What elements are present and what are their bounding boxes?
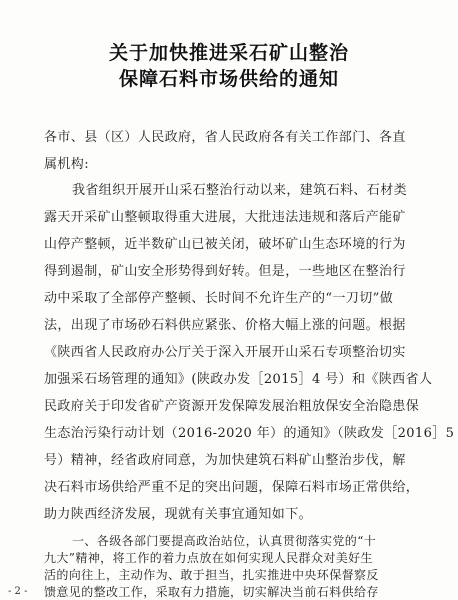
- body-line-2: 露天开采矿山整顿取得重大进展，大批违法违规和落后产能矿: [44, 210, 406, 225]
- body-line-1: 我省组织开展开山采石整治行动以来，建筑石料、石材类: [72, 183, 408, 198]
- body-line-7: 《陕西省人民政府办公厅关于深入开展开山采石专项整治切实: [44, 345, 406, 360]
- body-line-8: 加强采石场管理的通知》(陕政办发［2015］4 号）和《陕西省人: [44, 372, 433, 387]
- body-line-11: 号）精神，经省政府同意，为加快建筑石料矿山整治步伐，解: [44, 453, 406, 468]
- body-line-14: 一、各级各部门要提高政治站位，认真贯彻落实党的“十: [72, 534, 377, 548]
- body-line-13: 助力陕西经济发展，现就有关事宜通知如下。: [44, 507, 313, 522]
- body-line-5: 动中采取了全部停产整顿、长时间不允许生产的“一刀切”做: [44, 291, 394, 306]
- body-line-3: 山停产整顿，近半数矿山已被关闭，破坏矿山生态环境的行为: [44, 237, 406, 252]
- document-title-line-1: 关于加快推进采石矿山整治: [108, 42, 349, 64]
- body-line-9: 民政府关于印发省矿产资源开发保障发展治粗放保安全治隐患保: [44, 399, 420, 414]
- addressee-line-1: 各市、县（区）人民政府，省人民政府各有关工作部门、各直: [44, 130, 406, 145]
- body-line-15: 九大”精神，将工作的着力点放在如何实现人民群众对美好生: [44, 551, 373, 565]
- body-line-16: 活的向往上，主动作为、敢于担当，扎实推进中央环保督察反: [44, 568, 379, 582]
- body-line-6: 法，出现了市场砂石料供应紧张、价格大幅上涨的问题。根据: [44, 318, 406, 333]
- body-line-4: 得到遏制，矿山安全形势得到好转。但是，一些地区在整治行: [44, 264, 406, 279]
- addressee-line-2: 属机构:: [44, 157, 89, 172]
- document-title-line-2: 保障石料市场供给的通知: [118, 68, 339, 90]
- body-line-17: 馈意见的整改工作，采取有力措施，切实解决当前石料供给存: [44, 585, 379, 599]
- page-number: - 2 -: [8, 586, 28, 597]
- body-line-12: 决石料市场供给严重不足的突出问题，保障石料市场正常供给，: [44, 480, 420, 495]
- body-line-10: 生态治污染行动计划（2016-2020 年）的通知》（陕政发［2016］5: [44, 426, 455, 441]
